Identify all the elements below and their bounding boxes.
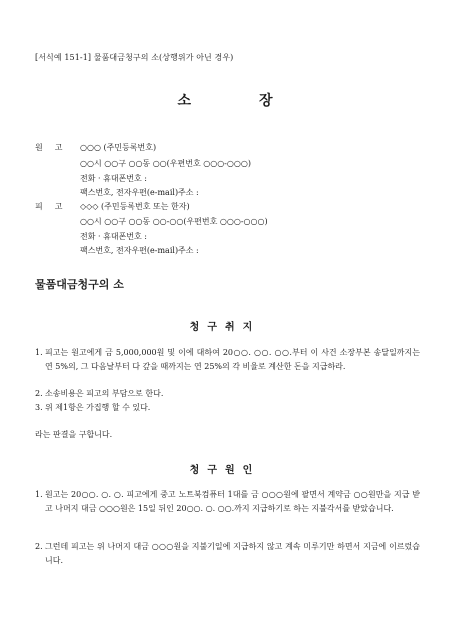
claim-cause-heading: 청구원인 <box>189 465 261 476</box>
item-text: 피고는 원고에게 금 5,000,000원 및 이에 대하여 20○○. ○○. ○○.부터 이 사건 소장부본 송달일까지는 연 5%의, 그 다음날부터 다 갚을 때까지는 연 25%의 각 비율로 계산한 돈을 지급하라. <box>45 348 420 371</box>
item-number: 1. <box>35 490 43 499</box>
defendant-role-a: 피 <box>35 202 43 211</box>
plaintiff-role-b: 고 <box>54 143 63 152</box>
claim-cause-item-2 <box>35 540 420 567</box>
item-text: 그런데 피고는 위 나머지 대금 ○○○원을 지불기일에 지급하지 않고 계속 미루기만 하면서 지금에 이르렀습니다. <box>45 542 420 565</box>
claim-purpose-closing: 라는 판결을 구합니다. <box>35 430 113 439</box>
item-number: 2. <box>35 542 43 551</box>
item-text: 소송비용은 피고의 부담으로 한다. <box>45 389 164 398</box>
defendant-role-b: 고 <box>54 202 63 211</box>
document-title <box>0 90 450 110</box>
item-text: 위 제1항은 가집행 할 수 있다. <box>45 403 151 412</box>
plaintiff-address: ○○시 ○○구 ○○동 ○○(우편번호 ○○○-○○○) <box>80 159 251 168</box>
claim-purpose-heading: 청구취지 <box>189 322 261 333</box>
plaintiff-name: ○○○ (주민등록번호) <box>80 143 157 152</box>
item-number: 3. <box>35 403 43 412</box>
claim-purpose-item-2 <box>35 387 420 401</box>
claim-cause-item-1 <box>35 488 420 515</box>
defendant-phone: 전화 · 휴대폰번호 : <box>80 232 147 241</box>
item-number: 2. <box>35 389 43 398</box>
defendant-address: ○○시 ○○구 ○○동 ○○-○○(우편번호 ○○○-○○○) <box>80 217 268 226</box>
title-char-left: 소 <box>177 93 191 109</box>
item-number: 1. <box>35 348 43 357</box>
plaintiff-role-a: 원 <box>35 143 43 152</box>
form-tag: [서식예 151-1] 물품대금청구의 소(상행위가 아닌 경우) <box>35 53 234 62</box>
defendant-fax: 팩스번호, 전자우편(e-mail)주소 : <box>80 246 199 255</box>
title-char-right: 장 <box>259 93 273 109</box>
plaintiff-role <box>35 142 62 153</box>
claim-purpose-item-3 <box>35 401 420 415</box>
plaintiff-fax: 팩스번호, 전자우편(e-mail)주소 : <box>80 188 199 197</box>
defendant-name: ◇◇◇ (주민등록번호 또는 한자) <box>80 202 190 211</box>
claim-purpose-item-1 <box>35 346 420 373</box>
plaintiff-phone: 전화 · 휴대폰번호 : <box>80 174 147 183</box>
item-text: 원고는 20○○. ○. ○. 피고에게 중고 노트북컴퓨터 1대를 금 ○○○원에 팔면서 계약금 ○○원만을 지급 받고 나머지 대금 ○○○원은 15일 뒤인 20○○. ○. ○○.까지 지급하기로 하는 지불각서를 받았습니다. <box>45 490 420 513</box>
case-name: 물품대금청구의 소 <box>35 278 124 291</box>
defendant-role <box>35 201 62 212</box>
